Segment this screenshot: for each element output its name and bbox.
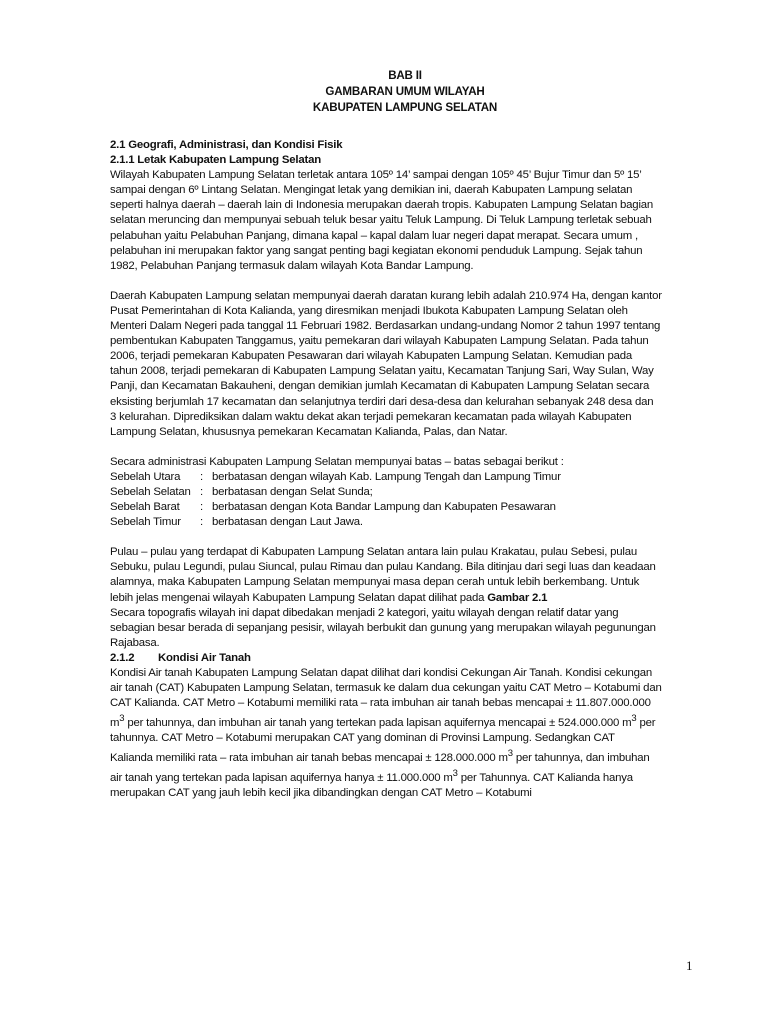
text-line: alamnya, maka Kabupaten Lampung Selatan mempunyai masa depan cerah untuk lebih berkembang. Untuk (110, 576, 640, 589)
text-line: 1982, Pelabuhan Panjang termasuk dalam wilayah Kota Bandar Lampung. (110, 259, 474, 272)
border-value: berbatasan dengan Selat Sunda; (212, 485, 373, 498)
document-page (110, 68, 700, 801)
text-line: Pusat Pemerintahan di Kota Kalianda, yang diresmikan menjadi Ibukota Kabupaten Lampung Selatan oleh (110, 304, 628, 317)
paragraph-groundwater (110, 666, 700, 801)
text-span: per Tahunnya. CAT Kalianda hanya (457, 771, 633, 784)
chapter-heading: GAMBARAN UMUM WILAYAH (325, 85, 485, 98)
text-line: Secara topografis wilayah ini dapat dibedakan menjadi 2 kategori, yaitu wilayah dengan relatif datar yang (110, 606, 619, 619)
section-number: 2.1.2 (110, 651, 135, 664)
text-span: per (636, 717, 656, 730)
text-line: sampai dengan 6º Lintang Selatan. Mengingat letak yang demikian ini, daerah Kabupaten Lampung selatan (110, 184, 633, 197)
section-title: Kondisi Air Tanah (158, 651, 251, 664)
text-line: Panji, dan Kecamatan Bakauheni, dengan demikian jumlah Kecamatan di Kabupaten Lampung Selatan secara (110, 380, 650, 393)
paragraph-islands (110, 545, 700, 605)
border-row (110, 485, 700, 500)
border-colon: : (200, 516, 203, 529)
text-line (110, 591, 700, 606)
text-line: tahun 2008, terjadi pemekaran di Kabupaten Lampung Selatan yaitu, Kecamatan Tanjung Sari, Way Sulan, Way (110, 365, 654, 378)
text-line: Wilayah Kabupaten Lampung Selatan terletak antara 105º 14’ sampai dengan 105º 45’ Bujur Timur dan 5º 15’ (110, 169, 642, 182)
border-value: berbatasan dengan Laut Jawa. (212, 516, 363, 529)
text-line: pelabuhan yaitu Pelabuhan Panjang, dimana kapal – kapal dalam luar negeri dapat merapat. Secara umum , (110, 229, 638, 242)
text-line (110, 711, 700, 731)
chapter-subheading: KABUPATEN LAMPUNG SELATAN (312, 101, 498, 114)
chapter-number: BAB II (388, 69, 422, 82)
section-heading-2-1-2 (110, 651, 700, 666)
text-line: merupakan CAT yang jauh lebih kecil jika dibandingkan dengan CAT Metro – Kotabumi (110, 787, 532, 800)
text-span: m (110, 717, 120, 730)
border-value: berbatasan dengan Kota Bandar Lampung dan Kabupaten Pesawaran (212, 501, 556, 514)
figure-reference: Gambar 2.1 (487, 591, 548, 604)
text-line: tahunnya. CAT Metro – Kotabumi merupakan CAT yang dominan di Provinsi Lampung. Sedangkan CAT (110, 732, 615, 745)
text-line: Pulau – pulau yang terdapat di Kabupaten Lampung Selatan antara lain pulau Krakatau, pulau Sebesi, pulau (110, 546, 637, 559)
text-line: eksisting berjumlah 17 kecamatan dan selanjutnya terdiri dari desa-desa dan kelurahan sebanyak 248 desa dan (110, 395, 654, 408)
border-colon: : (200, 501, 203, 514)
paragraph-location (110, 168, 700, 274)
text-line: 2006, terjadi pemekaran Kabupaten Pesawaran dari wilayah Kabupaten Lampung Selatan. Kemudian pada (110, 350, 633, 363)
border-row (110, 500, 700, 515)
border-row (110, 470, 700, 485)
section-heading-2-1: 2.1 Geografi, Administrasi, dan Kondisi Fisik (110, 139, 343, 151)
text-span: lebih jelas mengenai wilayah Kabupaten Lampung Selatan dapat dilihat pada (110, 591, 488, 604)
text-line: CAT Kalianda. CAT Metro – Kotabumi memiliki rata – rata imbuhan air tanah bebas mencapai ± 11.807.000.000 (110, 697, 651, 710)
text-line: seperti halnya daerah – daerah lain di Indonesia merupakan daerah tropis. Kabupaten Lampung Selatan bagian (110, 199, 654, 212)
paragraph-topography (110, 606, 700, 651)
text-line: pelabuhan ini merupakan faktor yang sangat penting bagi kegiatan ekonomi penduduk Lampung. Sejak tahun (110, 244, 643, 257)
text-line: air tanah (CAT) Kabupaten Lampung Selatan, termasuk ke dalam dua cekungan yaitu CAT Metro – Kotabumi dan (110, 682, 662, 695)
text-span: Kalianda memiliki rata – rata imbuhan air tanah bebas mencapai ± 128.000.000 m (110, 752, 508, 765)
border-label: Sebelah Barat (110, 501, 180, 514)
section-heading-2-1-1: 2.1.1 Letak Kabupaten Lampung Selatan (110, 154, 321, 167)
page-number: 1 (686, 958, 693, 973)
text-line: 3 kelurahan. Diprediksikan dalam waktu dekat akan terjadi pemekaran kecamatan pada wilayah Kabupaten (110, 410, 632, 423)
superscript: 3 (631, 713, 637, 725)
text-line: Sebuku, pulau Legundi, pulau Siuncal, pulau Rimau dan pulau Kandang. Bila ditinjau dari segi luas dan keadaan (110, 561, 656, 574)
border-label: Sebelah Utara (110, 470, 181, 483)
text-line: Kondisi Air tanah Kabupaten Lampung Selatan dapat dilihat dari kondisi Cekungan Air Tanah. Kondisi cekungan (110, 667, 652, 679)
superscript: 3 (119, 713, 125, 725)
border-colon: : (200, 470, 203, 483)
superscript: 3 (452, 768, 458, 780)
text-line: selatan meruncing dan mempunyai sebuah teluk besar yaitu Teluk Lampung. Di Teluk Lampung terletak sebuah (110, 214, 652, 227)
text-line (110, 766, 700, 786)
text-span: per tahunnya, dan imbuhan (512, 752, 650, 765)
admin-intro: Secara administrasi Kabupaten Lampung Selatan mempunyai batas – batas sebagai berikut : (110, 455, 564, 468)
text-line: Menteri Dalam Negeri pada tanggal 11 Februari 1982. Berdasarkan undang-undang Nomor 2 tahun 1997 tentang (110, 320, 661, 333)
border-label: Sebelah Selatan (110, 485, 191, 498)
text-line: Daerah Kabupaten Lampung selatan mempunyai daerah daratan kurang lebih adalah 210.974 Ha, dengan kantor (110, 289, 662, 302)
text-line: Lampung Selatan, khususnya pemekaran Kecamatan Kalianda, Palas, dan Natar. (110, 425, 508, 438)
paragraph-area (110, 289, 700, 440)
border-label: Sebelah Timur (110, 516, 181, 529)
text-line: pembentukan Kabupaten Tanggamus, yaitu pemekaran dari wilayah Kabupaten Lampung Selatan. Pada tahun (110, 335, 649, 348)
text-line: sebagian besar berada di sepanjang pesisir, wilayah berbukit dan gunung yang merupakan wilayah pegunungan (110, 621, 656, 634)
border-value: berbatasan dengan wilayah Kab. Lampung Tengah dan Lampung Timur (212, 470, 561, 483)
text-span: air tanah yang tertekan pada lapisan aquifernya hanya ± 11.000.000 m (110, 771, 453, 784)
border-colon: : (200, 485, 203, 498)
text-span: per tahunnya, dan imbuhan air tanah yang tertekan pada lapisan aquifernya mencapai ± 524.000.000 m (124, 717, 632, 730)
border-list (110, 470, 700, 530)
superscript: 3 (507, 748, 513, 760)
text-line (110, 746, 700, 766)
chapter-title (110, 68, 700, 116)
border-row (110, 515, 700, 530)
text-line: Rajabasa. (110, 636, 160, 649)
